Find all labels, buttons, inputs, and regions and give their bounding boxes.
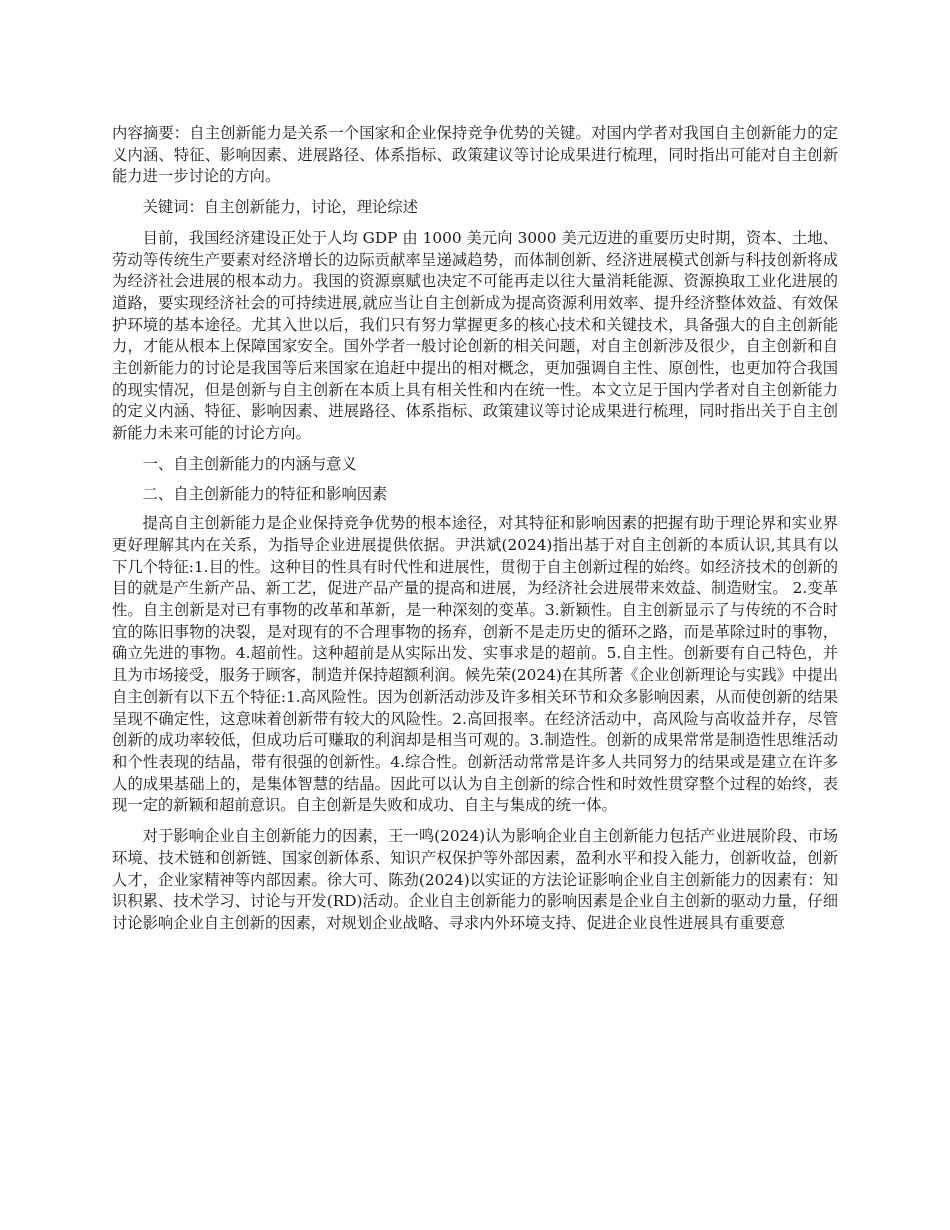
document-page	[112, 123, 838, 935]
factors-paragraph: 对于影响企业自主创新能力的因素，王一鸣(2024)认为影响企业自主创新能力包括产业进展阶段、市场环境、技术链和创新链、国家创新体系、知识产权保护等外部因素，盈利水平和投入能力，创新收益，创新人才，企业家精神等内部因素。徐大可、陈劲(2024)以实证的方法论证影响企业自主创新能力的因素有：知识积累、技术学习、讨论与开发(RD)活动。企业自主创新能力的影响因素是企业自主创新的驱动力量，仔细讨论影响企业自主创新的因素，对规划企业战略、寻求内外环境支持、促进企业良性进展具有重要意	[112, 827, 838, 932]
keywords-paragraph: 关键词：自主创新能力，讨论，理论综述	[142, 198, 418, 217]
section-heading-1: 一、自主创新能力的内涵与意义	[142, 454, 357, 473]
intro-paragraph: 目前，我国经济建设正处于人均 GDP 由 1000 美元向 3000 美元迈进的重要历史时期，资本、土地、劳动等传统生产要素对经济增长的边际贡献率呈递减趋势，而体制创新、经济进展模式创新与科技创新将成为经济社会进展的根本动力。我国的资源禀赋也决定不可能再走以往大量消耗能源、资源换取工业化进展的道路，要实现经济社会的可持续进展,就应当让自主创新成为提高资源利用效率、提升经济整体效益、有效保护环境的基本途径。尤其入世以后，我们只有努力掌握更多的核心技术和关键技术，具备强大的自主创新能力，才能从根本上保障国家安全。国外学者一般讨论创新的相关问题，对自主创新涉及很少，自主创新和自主创新能力的讨论是我国等后来国家在追赶中提出的相对概念，更加强调自主性、原创性，也更加符合我国的现实情况，但是创新与自主创新在本质上具有相关性和内在统一性。本文立足于国内学者对自主创新能力的定义内涵、特征、影响因素、进展路径、体系指标、政策建议等讨论成果进行梳理，同时指出关于自主创新能力未来可能的讨论方向。	[112, 228, 838, 443]
abstract-paragraph: 内容摘要：自主创新能力是关系一个国家和企业保持竞争优势的关键。对国内学者对我国自主创新能力的定义内涵、特征、影响因素、进展路径、体系指标、政策建议等讨论成果进行梳理，同时指出可能对自主创新能力进一步讨论的方向。	[112, 124, 838, 186]
section-heading-2: 二、自主创新能力的特征和影响因素	[142, 484, 388, 503]
features-paragraph: 提高自主创新能力是企业保持竞争优势的根本途径，对其特征和影响因素的把握有助于理论界和实业界更好理解其内在关系，为指导企业进展提供依据。尹洪斌(2024)指出基于对自主创新的本质认识,其具有以下几个特征:1.目的性。这种目的性具有时代性和进展性，贯彻于自主创新过程的始终。如经济技术的创新的目的就是产生新产品、新工艺，促进产品产量的提高和进展，为经济社会进展带来效益、制造财宝。 2.变革性。自主创新是对已有事物的改革和革新，是一种深刻的变革。3.新颖性。自主创新显示了与传统的不合时宜的陈旧事物的决裂，是对现有的不合理事物的扬弃，创新不是走历史的循环之路，而是革除过时的事物，确立先进的事物。4.超前性。这种超前是从实际出发、实事求是的超前。5.自主性。创新要有自己特色，并且为市场接受，服务于顾客，制造并保持超额利润。候先荣(2024)在其所著《企业创新理论与实践》中提出自主创新有以下五个特征:1.高风险性。因为创新活动涉及许多相关环节和众多影响因素，从而使创新的结果呈现不确定性，这意味着创新带有较大的风险性。2.高回报率。在经济活动中，高风险与高收益并存，尽管创新的成功率较低，但成功后可赚取的利润却是相当可观的。3.制造性。创新的成果常常是制造性思维活动和个性表现的结晶，带有很强的创新性。4.综合性。创新活动常常是许多人共同努力的结果或是建立在许多人的成果基础上的，是集体智慧的结晶。因此可以认为自主创新的综合性和时效性贯穿整个过程的始终，表现一定的新颖和超前意识。自主创新是失败和成功、自主与集成的统一体。	[112, 514, 838, 815]
